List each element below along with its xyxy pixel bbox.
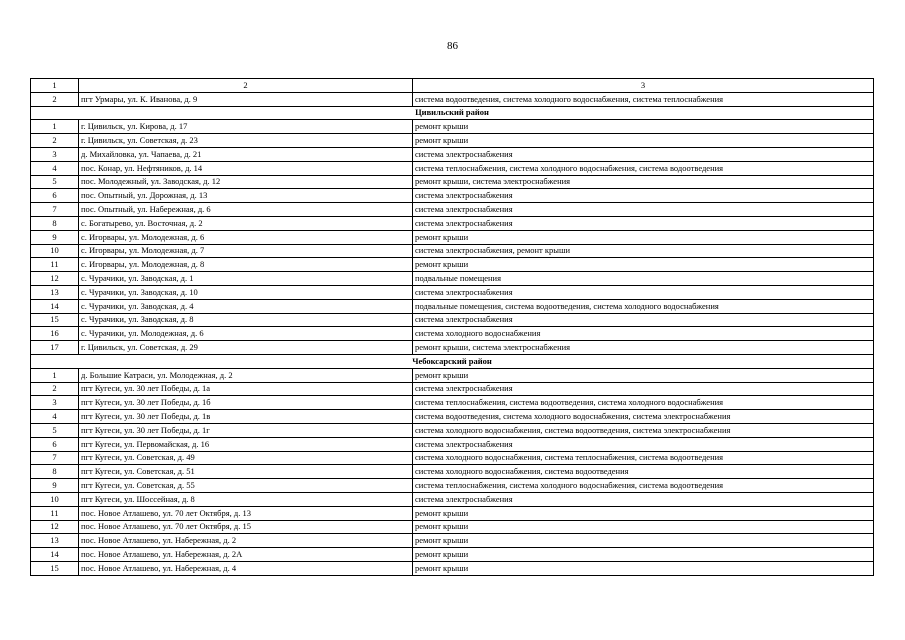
section-heading: Чебоксарский район xyxy=(31,354,874,368)
row-number: 2 xyxy=(31,92,79,106)
table-row xyxy=(31,189,874,203)
row-number: 7 xyxy=(31,203,79,217)
address-cell: пгт Кугеси, ул. 30 лет Победы, д. 1г xyxy=(79,423,413,437)
table-row xyxy=(31,327,874,341)
address-cell: пгт Кугеси, ул. 30 лет Победы, д. 1в xyxy=(79,410,413,424)
work-type-cell: система электроснабжения xyxy=(413,437,874,451)
table-row xyxy=(31,272,874,286)
table-row xyxy=(31,203,874,217)
row-number: 11 xyxy=(31,506,79,520)
address-cell: с. Чурачики, ул. Молодежная, д. 6 xyxy=(79,327,413,341)
work-type-cell: ремонт крыши, система электроснабжения xyxy=(413,175,874,189)
table-row xyxy=(31,134,874,148)
address-cell: д. Михайловка, ул. Чапаева, д. 21 xyxy=(79,147,413,161)
work-type-cell: ремонт крыши xyxy=(413,134,874,148)
work-type-cell: система электроснабжения xyxy=(413,285,874,299)
row-number: 6 xyxy=(31,437,79,451)
table-row xyxy=(31,244,874,258)
row-number: 10 xyxy=(31,492,79,506)
table-row xyxy=(31,423,874,437)
work-type-cell: система холодного водоснабжения, система теплоснабжения, система водоотведения xyxy=(413,451,874,465)
work-type-cell: система электроснабжения xyxy=(413,203,874,217)
table-row xyxy=(31,561,874,575)
address-cell: пгт Кугеси, ул. Советская, д. 55 xyxy=(79,479,413,493)
row-number: 17 xyxy=(31,341,79,355)
work-type-cell: ремонт крыши xyxy=(413,230,874,244)
row-number: 4 xyxy=(31,161,79,175)
table-row xyxy=(31,175,874,189)
row-number: 14 xyxy=(31,548,79,562)
work-type-cell: система электроснабжения xyxy=(413,147,874,161)
address-cell: пос. Новое Атлашево, ул. Набережная, д. 2 xyxy=(79,534,413,548)
row-number: 11 xyxy=(31,258,79,272)
table-row xyxy=(31,216,874,230)
row-number: 8 xyxy=(31,465,79,479)
address-cell: с. Игорвары, ул. Молодежная, д. 6 xyxy=(79,230,413,244)
work-type-cell: система электроснабжения xyxy=(413,189,874,203)
table-row xyxy=(31,299,874,313)
row-number: 10 xyxy=(31,244,79,258)
row-number: 12 xyxy=(31,520,79,534)
work-type-cell: подвальные помещения, система водоотведения, система холодного водоснабжения xyxy=(413,299,874,313)
address-cell: г. Цивильск, ул. Советская, д. 29 xyxy=(79,341,413,355)
work-type-cell: ремонт крыши xyxy=(413,506,874,520)
table-row xyxy=(31,451,874,465)
table-row xyxy=(31,341,874,355)
table-row xyxy=(31,520,874,534)
address-cell: пгт Кугеси, ул. Советская, д. 49 xyxy=(79,451,413,465)
row-number: 3 xyxy=(31,396,79,410)
address-cell: г. Цивильск, ул. Кирова, д. 17 xyxy=(79,120,413,134)
address-cell: пос. Новое Атлашево, ул. Набережная, д. 2А xyxy=(79,548,413,562)
row-number: 15 xyxy=(31,561,79,575)
work-type-cell: подвальные помещения xyxy=(413,272,874,286)
row-number: 9 xyxy=(31,479,79,493)
work-type-cell: ремонт крыши xyxy=(413,520,874,534)
table-row xyxy=(31,410,874,424)
work-type-cell: ремонт крыши xyxy=(413,258,874,272)
table-row xyxy=(31,465,874,479)
work-type-cell: ремонт крыши, система электроснабжения xyxy=(413,341,874,355)
address-cell: пгт Кугеси, ул. 30 лет Победы, д. 1а xyxy=(79,382,413,396)
row-number: 8 xyxy=(31,216,79,230)
address-cell: с. Чурачики, ул. Заводская, д. 4 xyxy=(79,299,413,313)
address-cell: с. Игорвары, ул. Молодежная, д. 7 xyxy=(79,244,413,258)
row-number: 7 xyxy=(31,451,79,465)
work-type-cell: ремонт крыши xyxy=(413,548,874,562)
work-type-cell: система электроснабжения xyxy=(413,216,874,230)
work-type-cell: ремонт крыши xyxy=(413,534,874,548)
row-number: 14 xyxy=(31,299,79,313)
row-number: 15 xyxy=(31,313,79,327)
row-number: 6 xyxy=(31,189,79,203)
address-cell: пгт Кугеси, ул. 30 лет Победы, д. 1б xyxy=(79,396,413,410)
address-cell: пос. Конар, ул. Нефтяников, д. 14 xyxy=(79,161,413,175)
row-number: 1 xyxy=(31,120,79,134)
work-type-cell: система электроснабжения, ремонт крыши xyxy=(413,244,874,258)
column-number-2: 2 xyxy=(79,79,413,93)
row-number: 12 xyxy=(31,272,79,286)
table-row xyxy=(31,258,874,272)
table-row xyxy=(31,479,874,493)
work-type-cell: система теплоснабжения, система холодного водоснабжения, система водоотведения xyxy=(413,479,874,493)
work-type-cell: система водоотведения, система холодного водоснабжения, система электроснабжения xyxy=(413,410,874,424)
work-type-cell: ремонт крыши xyxy=(413,120,874,134)
work-type-cell: система электроснабжения xyxy=(413,313,874,327)
table-row xyxy=(31,313,874,327)
row-number: 5 xyxy=(31,175,79,189)
table-row xyxy=(31,230,874,244)
address-cell: пгт Кугеси, ул. Шоссейная, д. 8 xyxy=(79,492,413,506)
address-cell: с. Игорвары, ул. Молодежная, д. 8 xyxy=(79,258,413,272)
work-type-cell: система теплоснабжения, система водоотведения, система холодного водоснабжения xyxy=(413,396,874,410)
address-cell: пос. Молодежный, ул. Заводская, д. 12 xyxy=(79,175,413,189)
address-cell: пос. Новое Атлашево, ул. 70 лет Октября, д. 15 xyxy=(79,520,413,534)
work-type-cell: система электроснабжения xyxy=(413,492,874,506)
address-cell: пгт Урмары, ул. К. Иванова, д. 9 xyxy=(79,92,413,106)
address-cell: с. Богатырево, ул. Восточная, д. 2 xyxy=(79,216,413,230)
work-type-cell: ремонт крыши xyxy=(413,368,874,382)
address-cell: с. Чурачики, ул. Заводская, д. 10 xyxy=(79,285,413,299)
section-heading-row xyxy=(31,106,874,120)
row-number: 13 xyxy=(31,534,79,548)
repair-table xyxy=(30,78,874,576)
row-number: 4 xyxy=(31,410,79,424)
section-heading-row xyxy=(31,354,874,368)
work-type-cell: система холодного водоснабжения, система водоотведения xyxy=(413,465,874,479)
address-cell: пос. Опытный, ул. Набережная, д. 6 xyxy=(79,203,413,217)
table-body xyxy=(31,79,874,576)
table-row xyxy=(31,492,874,506)
work-type-cell: система электроснабжения xyxy=(413,382,874,396)
row-number: 1 xyxy=(31,368,79,382)
work-type-cell: система холодного водоснабжения, система водоотведения, система электроснабжения xyxy=(413,423,874,437)
address-cell: с. Чурачики, ул. Заводская, д. 8 xyxy=(79,313,413,327)
address-cell: д. Большие Катраси, ул. Молодежная, д. 2 xyxy=(79,368,413,382)
table-row xyxy=(31,368,874,382)
page-number: 86 xyxy=(447,40,458,52)
row-number: 5 xyxy=(31,423,79,437)
column-number-row xyxy=(31,79,874,93)
row-number: 3 xyxy=(31,147,79,161)
address-cell: пос. Новое Атлашево, ул. Набережная, д. 4 xyxy=(79,561,413,575)
address-cell: пгт Кугеси, ул. Советская, д. 51 xyxy=(79,465,413,479)
row-number: 16 xyxy=(31,327,79,341)
table-row xyxy=(31,396,874,410)
address-cell: пос. Новое Атлашево, ул. 70 лет Октября, д. 13 xyxy=(79,506,413,520)
table-row xyxy=(31,147,874,161)
address-cell: пгт Кугеси, ул. Первомайская, д. 16 xyxy=(79,437,413,451)
table-row xyxy=(31,161,874,175)
table-row xyxy=(31,285,874,299)
table-row xyxy=(31,437,874,451)
work-type-cell: система теплоснабжения, система холодного водоснабжения, система водоотведения xyxy=(413,161,874,175)
section-heading: Цивильский район xyxy=(31,106,874,120)
work-type-cell: ремонт крыши xyxy=(413,561,874,575)
table-row xyxy=(31,120,874,134)
address-cell: с. Чурачики, ул. Заводская, д. 1 xyxy=(79,272,413,286)
column-number-1: 1 xyxy=(31,79,79,93)
address-cell: г. Цивильск, ул. Советская, д. 23 xyxy=(79,134,413,148)
row-number: 2 xyxy=(31,382,79,396)
work-type-cell: система водоотведения, система холодного водоснабжения, система теплоснабжения xyxy=(413,92,874,106)
row-number: 2 xyxy=(31,134,79,148)
work-type-cell: система холодного водоснабжения xyxy=(413,327,874,341)
table-row xyxy=(31,506,874,520)
row-number: 9 xyxy=(31,230,79,244)
table-row xyxy=(31,382,874,396)
table-row xyxy=(31,548,874,562)
table-row xyxy=(31,92,874,106)
column-number-3: 3 xyxy=(413,79,874,93)
row-number: 13 xyxy=(31,285,79,299)
address-cell: пос. Опытный, ул. Дорожная, д. 13 xyxy=(79,189,413,203)
table-row xyxy=(31,534,874,548)
